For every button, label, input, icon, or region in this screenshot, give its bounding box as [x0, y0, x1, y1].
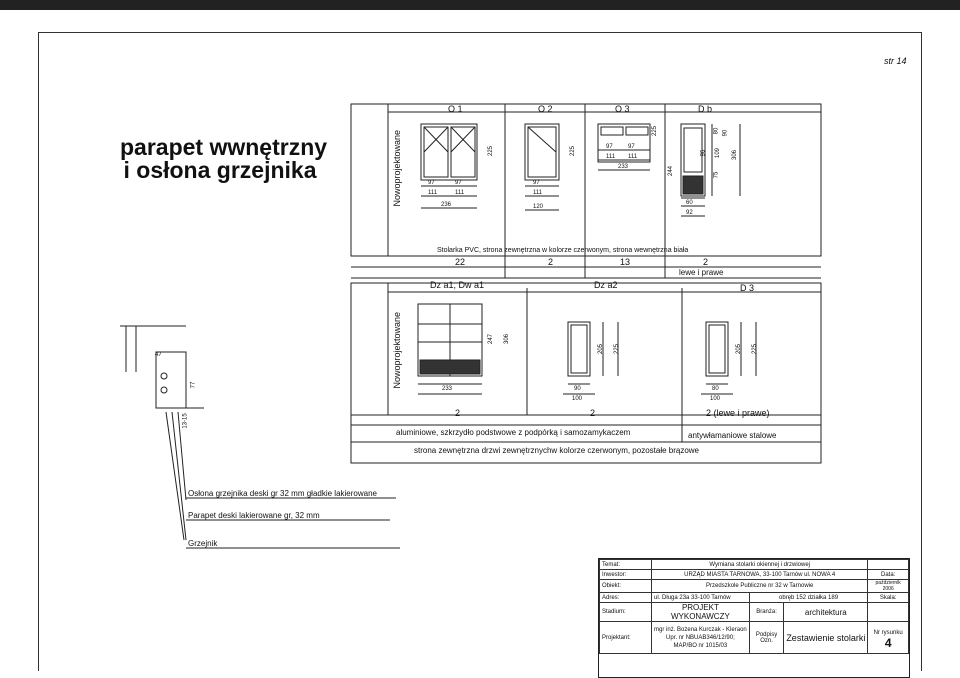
dim: 109: [715, 147, 722, 159]
count-db-sub: lewe i prawe: [679, 268, 724, 277]
dim: 77: [190, 381, 197, 389]
count-o3: 13: [620, 257, 631, 267]
tb-row-object: Obiekt: Przedszkole Publiczne nr 32 w Tarnowie październik 2006: [600, 580, 909, 593]
col-dza1-header: Dz a1, Dw a1: [430, 280, 485, 290]
col-dza2-header: Dz a2: [594, 280, 618, 290]
title-line-2: i osłona grzejnika: [123, 157, 317, 183]
dim: 225: [488, 145, 495, 157]
col-o1-header: O 1: [448, 104, 463, 114]
dim: 111: [606, 154, 616, 160]
col-d3-header: D 3: [740, 283, 755, 293]
dim: 233: [442, 386, 453, 392]
dim: 225: [652, 125, 659, 137]
label-radiator-cover: Osłona grzejnika deski gr 32 mm gładkie lakierowane: [188, 489, 377, 498]
dim: 92: [686, 210, 693, 216]
dim: 225: [752, 343, 759, 355]
dim: 90: [574, 386, 581, 392]
dim: 97: [455, 180, 462, 186]
count-d3: 2 (lewe i prawe): [706, 408, 770, 418]
dim: 97: [628, 144, 635, 150]
dim: 247: [488, 333, 495, 345]
dim: 60: [686, 200, 693, 206]
dim: 225: [570, 145, 577, 157]
top-material-note: Stolarka PVC, strona zewnętrzna w kolorze czerwonym, strona wewnętrzna biała: [437, 247, 689, 254]
label-sill: Parapet deski lakierowane gr, 32 mm: [188, 511, 320, 520]
bottom-note-2: strona zewnętrzna drzwi zewnętrznychw kolorze czerwonym, pozostałe brązowe: [414, 446, 700, 455]
dim: 233: [618, 164, 629, 170]
dim: 90: [722, 129, 729, 137]
dim: 225: [614, 343, 621, 355]
dim: 80: [712, 386, 719, 392]
col-o3-header: O 3: [615, 104, 630, 114]
tb-row-designer: Projektant: mgr inż. Bożena Kurczak - Kleraon Upr. nr NBUAB346/12/90; MAP/BO nr 1015/03 Podpisy Ozn. Zestawienie stolarki Nr rysunku 4: [600, 622, 909, 654]
dim: 244: [668, 165, 675, 177]
col-db-header: D b: [698, 104, 713, 114]
col-o2-header: O 2: [538, 104, 553, 114]
page-number: str 14: [884, 56, 907, 66]
dim: 111: [428, 190, 438, 196]
dim: 120: [533, 204, 544, 210]
dim: 205: [736, 343, 743, 355]
tb-row-address: Adres: ul. Długa 23a 33-100 Tarnów obręb 152 działka 189 Skala:: [600, 593, 909, 603]
drawing-number: 4: [884, 635, 892, 650]
tb-row-investor: Inwestor: URZĄD MIASTA TARNOWA, 33-100 Tarnów ul. NOWA 4 Data:: [600, 570, 909, 580]
dim: 205: [598, 343, 605, 355]
bottom-note-1: aluminiowe, szkrzydło podstwowe z podpórką i samozamykaczem: [396, 428, 631, 437]
dim: 100: [572, 396, 583, 402]
count-dza2: 2: [590, 408, 596, 418]
dim: 80: [713, 127, 720, 135]
dim: 100: [710, 396, 721, 402]
count-o2: 2: [548, 257, 554, 267]
bottom-side-label: Nowoprojektowane: [392, 312, 402, 389]
dim: 306: [504, 333, 511, 345]
dim: 96: [700, 149, 707, 157]
dim: 47: [155, 352, 162, 358]
title-block: [598, 558, 910, 678]
dim: 111: [628, 154, 638, 160]
count-o1: 22: [455, 257, 466, 267]
tb-row-stage: Stadium: PROJEKT WYKONAWCZY Branża: architektura: [600, 603, 909, 622]
dim: 111: [455, 190, 465, 196]
tb-row-topic: Temat: Wymiana stolarki okiennej i drzwiowej: [600, 560, 909, 570]
count-db: 2: [703, 257, 709, 267]
title-line-1: parapet wwnętrzny: [120, 134, 328, 160]
dim: 97: [533, 180, 540, 186]
dim: 97: [428, 180, 435, 186]
top-side-label: Nowoprojektowane: [392, 130, 402, 207]
count-dza1: 2: [455, 408, 461, 418]
dim: 236: [441, 202, 452, 208]
dim: 97: [606, 144, 613, 150]
dim: 13-15: [182, 413, 189, 429]
dim: 306: [732, 149, 739, 161]
bottom-note-1b: antywłamaniowe stalowe: [688, 431, 777, 440]
dim: 75: [713, 171, 720, 179]
label-radiator: Grzejnik: [188, 539, 218, 548]
dim: 111: [533, 190, 543, 196]
